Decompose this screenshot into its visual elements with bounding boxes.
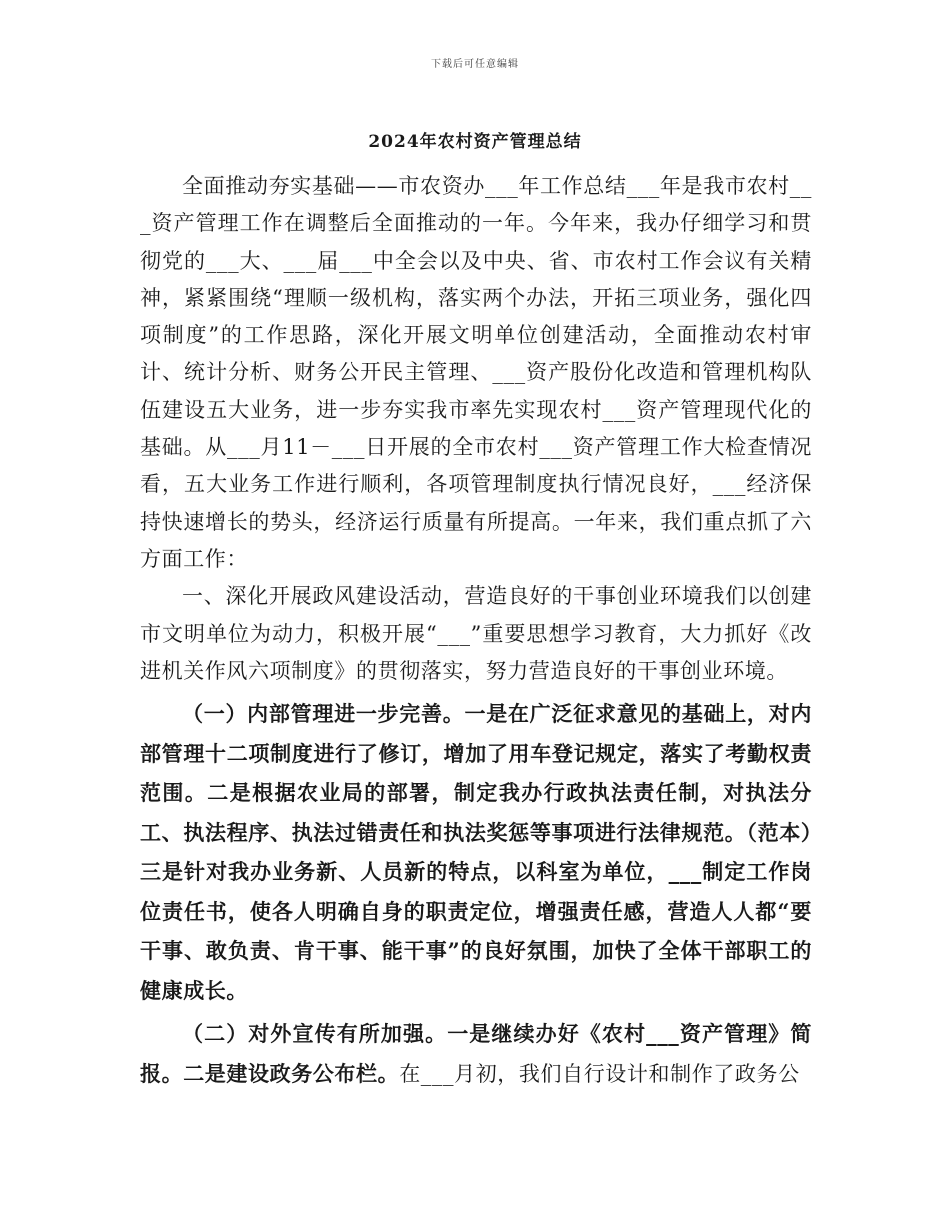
subsection-two-bold-text: （二）对外宣传有所加强。一是继续办好《农村___资产管理》简报。二是建设政务公布栏。 [140, 1021, 812, 1086]
subsection-one-paragraph: （一）内部管理进一步完善。一是在广泛征求意见的基础上，对内部管理十二项制度进行了修订，增加了用车登记规定，落实了考勤权责范围。二是根据农业局的部署，制定我办行政执法责任制，对执法分工、执法程序、执法过错责任和执法奖惩等事项进行法律规范。（范本）三是针对我办业务新、人员新的特点，以科室为单位，___制定工作岗位责任书，使各人明确自身的职责定位，增强责任感，营造人人都“要干事、敢负责、肯干事、能干事”的良好氛围，加快了全体干部职工的健康成长。 [140, 701, 812, 1003]
subsection-two-paragraph [140, 1014, 812, 1094]
document-title: 2024年农村资产管理总结 [368, 132, 582, 152]
section-one-paragraph: 一、深化开展政风建设活动，营造良好的干事创业环境我们以创建市文明单位为动力，积极开展“___”重要思想学习教育，大力抓好《改进机关作风六项制度》的贯彻落实，努力营造良好的干事创业环境。 [140, 584, 812, 683]
page-header-note: 下载后可任意编辑 [431, 59, 519, 70]
intro-paragraph: 全面推动夯实基础——市农资办___年工作总结___年是我市农村___资产管理工作在调整后全面推动的一年。今年来，我办仔细学习和贯彻党的___大、___届___中全会以及中央、省、市农村工作会议有关精神，紧紧围绕“理顺一级机构，落实两个办法，开拓三项业务，强化四项制度”的工作思路，深化开展文明单位创建活动，全面推动农村审计、统计分析、财务公开民主管理、___资产股份化改造和管理机构队伍建设五大业务，进一步夯实我市率先实现农村___资产管理现代化的基础。从___月11－___日开展的全市农村___资产管理工作大检查情况看，五大业务工作进行顺利，各项管理制度执行情况良好，___经济保持快速增长的势头，经济运行质量有所提高。一年来，我们重点抓了六方面工作： [140, 174, 812, 571]
document-body [140, 168, 812, 1094]
subsection-two-normal-text: 在___月初，我们自行设计和制作了政务公 [399, 1061, 800, 1086]
